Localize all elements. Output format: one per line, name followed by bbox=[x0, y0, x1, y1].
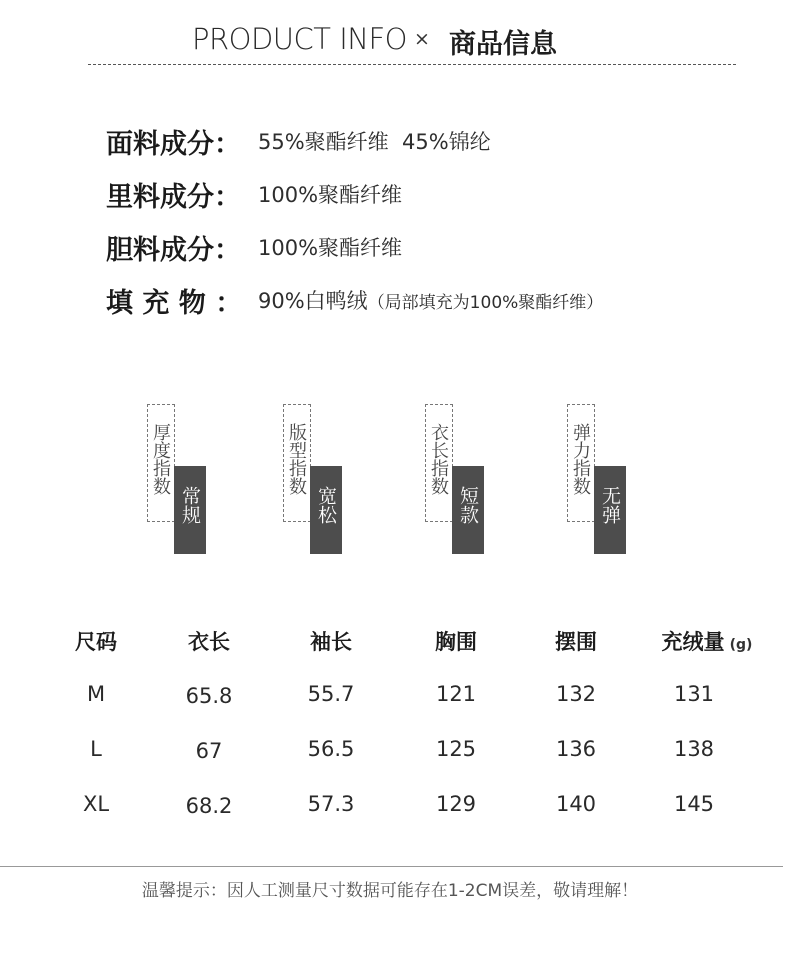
spec-value: 55%聚酯纤维 45%锦纶 bbox=[258, 130, 491, 154]
table-cell: 65.8 bbox=[185, 684, 233, 708]
table-cell: 131 bbox=[673, 682, 715, 706]
table-cell: 136 bbox=[555, 737, 597, 761]
index-label: 版型指数 bbox=[283, 404, 311, 522]
index-length bbox=[425, 404, 485, 554]
index-fit bbox=[283, 404, 343, 554]
spec-value: 100%聚酯纤维 bbox=[258, 236, 403, 260]
table-cell: 67 bbox=[195, 739, 223, 763]
spec-label: 面料成分： bbox=[106, 129, 241, 160]
header-hem: 摆围 bbox=[555, 630, 597, 654]
index-label: 厚度指数 bbox=[147, 404, 175, 522]
table-cell: 121 bbox=[435, 682, 477, 706]
spec-value bbox=[258, 285, 603, 315]
table-cell: 56.5 bbox=[307, 737, 355, 761]
index-label: 衣长指数 bbox=[425, 404, 453, 522]
table-cell: 129 bbox=[435, 792, 477, 816]
header-down-weight: 充绒量 bbox=[661, 630, 725, 654]
section-header bbox=[0, 18, 790, 62]
table-cell: 138 bbox=[673, 737, 715, 761]
table-cell: 132 bbox=[555, 682, 597, 706]
header-size: 尺码 bbox=[75, 630, 117, 654]
filling-note: （局部填充为100%聚酯纤维） bbox=[367, 293, 604, 313]
spec-label: 胆料成分： bbox=[106, 235, 241, 266]
index-value-badge: 无弹 bbox=[594, 466, 626, 554]
header-title-en: PRODUCT INFO bbox=[192, 22, 407, 56]
header-title-cn: 商品信息 bbox=[449, 29, 557, 60]
filling-value: 90%白鸭绒 bbox=[258, 289, 368, 313]
spec-label: 填 充 物 ： bbox=[106, 288, 243, 319]
footer-divider bbox=[0, 866, 783, 867]
table-cell: 140 bbox=[555, 792, 597, 816]
index-value-badge: 常规 bbox=[174, 466, 206, 554]
header-chest: 胸围 bbox=[435, 630, 477, 654]
table-cell: XL bbox=[82, 792, 110, 816]
footer-note bbox=[0, 876, 790, 901]
index-value-badge: 宽松 bbox=[310, 466, 342, 554]
index-thickness bbox=[147, 404, 207, 554]
index-value-badge: 短款 bbox=[452, 466, 484, 554]
table-cell: 68.2 bbox=[185, 794, 233, 818]
index-label: 弹力指数 bbox=[567, 404, 595, 522]
table-cell: 57.3 bbox=[307, 792, 355, 816]
spec-label: 里料成分： bbox=[106, 182, 241, 213]
header-unit: (g) bbox=[729, 637, 753, 653]
table-cell: M bbox=[86, 682, 106, 706]
footer-note-text: 温馨提示：因人工测量尺寸数据可能存在1-2CM误差，敬请理解！ bbox=[141, 881, 639, 901]
header-length: 衣长 bbox=[188, 630, 230, 654]
header-sleeve: 袖长 bbox=[310, 630, 352, 654]
table-cell: 55.7 bbox=[307, 682, 355, 706]
index-elasticity bbox=[567, 404, 627, 554]
header-separator: × bbox=[414, 28, 430, 50]
table-cell: 145 bbox=[673, 792, 715, 816]
header-down-weight-group bbox=[662, 626, 753, 656]
spec-value: 100%聚酯纤维 bbox=[258, 183, 403, 207]
header-divider bbox=[88, 64, 736, 65]
table-cell: L bbox=[90, 737, 102, 761]
table-cell: 125 bbox=[435, 737, 477, 761]
